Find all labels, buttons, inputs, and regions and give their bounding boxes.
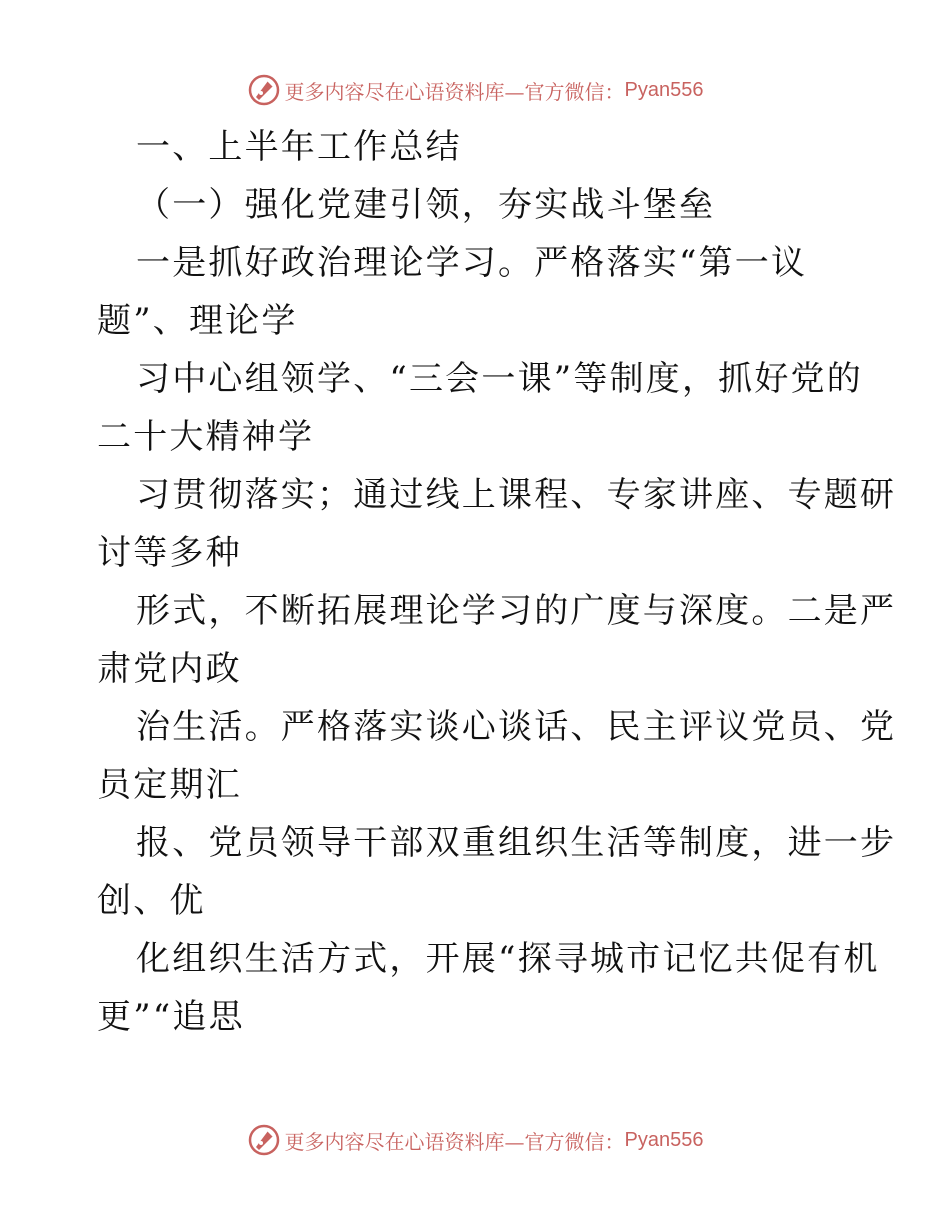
watermark-text: 更多内容尽在心语资料库—官方微信： — [284, 79, 625, 104]
paragraph-line: 二十大精神学 — [97, 417, 315, 457]
section-heading: 一、上半年工作总结 — [136, 127, 462, 167]
footer-watermark — [0, 1120, 950, 1160]
watermark-wechat-id: Pyan556 — [624, 1128, 704, 1151]
header-watermark — [0, 70, 950, 110]
paragraph-line: 讨等多种 — [97, 533, 242, 573]
paragraph-line: 一是抓好政治理论学习。严格落实“第一议 — [136, 243, 808, 283]
paragraph-line: 习贯彻落实；通过线上课程、专家讲座、专题研 — [136, 475, 897, 515]
paragraph-line: 化组织生活方式，开展“探寻城市记忆共促有机 — [136, 939, 880, 979]
paragraph-line: 报、党员领导干部双重组织生活等制度，进一步 — [136, 823, 897, 863]
paragraph-line: 肃党内政 — [97, 649, 242, 689]
watermark-wechat-id: Pyan556 — [624, 78, 704, 101]
paragraph-line: 治生活。严格落实谈心谈话、民主评议党员、党 — [136, 707, 897, 747]
paragraph-line: 创、优 — [97, 881, 206, 921]
watermark-text: 更多内容尽在心语资料库—官方微信： — [284, 1129, 625, 1154]
paragraph-line: 更”“追思 — [97, 997, 245, 1037]
subsection-heading: （一）强化党建引领，夯实战斗堡垒 — [136, 185, 716, 225]
paragraph-line: 员定期汇 — [97, 765, 242, 805]
paragraph-line: 形式，不断拓展理论学习的广度与深度。二是严 — [136, 591, 897, 631]
paragraph-line: 习中心组领学、“三会一课”等制度，抓好党的 — [136, 359, 863, 399]
pen-nib-logo-icon — [247, 73, 281, 107]
paragraph-line: 题”、理论学 — [97, 301, 298, 341]
pen-nib-logo-icon — [247, 1123, 281, 1157]
